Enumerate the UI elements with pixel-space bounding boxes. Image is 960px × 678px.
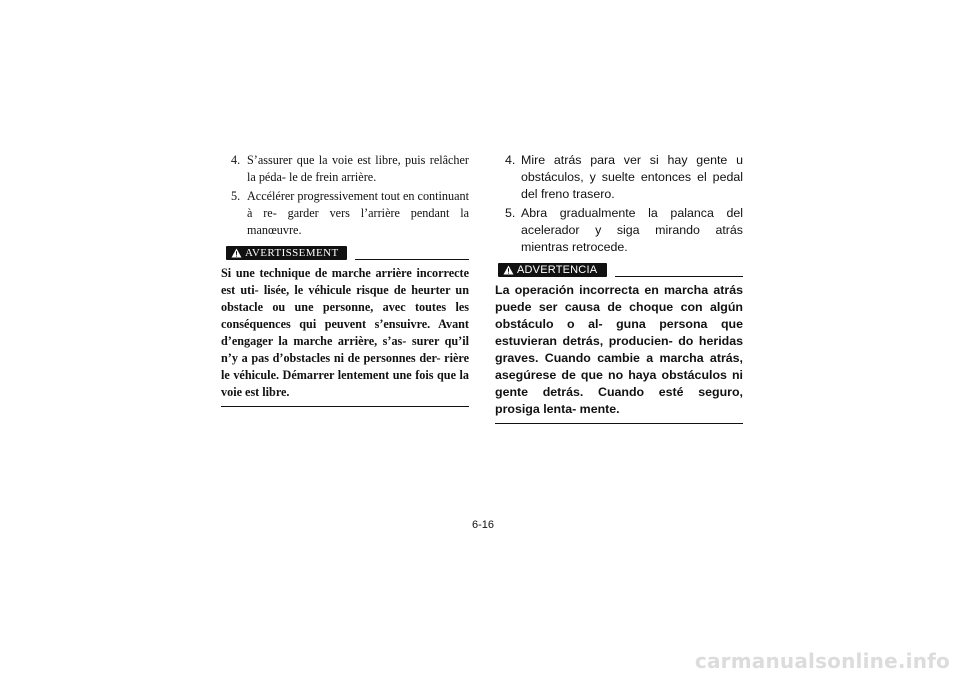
step-4-fr bbox=[221, 152, 469, 186]
warning-rule-top bbox=[355, 259, 469, 260]
step-number: 5. bbox=[505, 206, 516, 220]
step-text: Mire atrás para ver si hay gente u obstáculos, y suelte entonces el pedal del freno trasero. bbox=[521, 153, 743, 201]
step-number: 5. bbox=[231, 189, 241, 203]
step-number: 4. bbox=[231, 153, 241, 167]
page-number: 6-16 bbox=[471, 519, 495, 531]
warning-rule-bottom bbox=[495, 423, 743, 424]
french-column bbox=[221, 152, 469, 407]
spanish-column bbox=[495, 152, 743, 424]
warning-rule-bottom bbox=[221, 406, 469, 407]
warning-triangle-icon bbox=[231, 248, 242, 258]
step-text: Abra gradualmente la palanca del acelerador y siga mirando atrás mientras retrocede. bbox=[521, 206, 743, 254]
watermark: carmanualsonline.info bbox=[694, 649, 950, 673]
warning-badge-fr bbox=[226, 246, 347, 260]
warning-label: AVERTISSEMENT bbox=[245, 246, 339, 259]
warning-text-fr: Si une technique de marche arrière incorrecte est uti- lisée, le véhicule risque de heurter un obstacle ou une personne, avec toutes les conséquences qui peuvent s’ensuivre. Avant d’engager la marche arrière, s’as- surer qu’il n’y a pas d’obstacles ni de personnes der- rière le véhicule. Démarrer lentement une fois que la voie est libre. bbox=[221, 266, 469, 399]
warning-triangle-icon bbox=[503, 265, 514, 275]
warning-rule-top bbox=[615, 276, 743, 277]
step-text: Accélérer progressivement tout en continuant à re- garder vers l’arrière pendant la manœuvre. bbox=[247, 189, 469, 237]
step-number: 4. bbox=[505, 153, 516, 167]
step-5-es bbox=[495, 205, 743, 256]
warning-badge-es bbox=[498, 263, 607, 277]
step-4-es bbox=[495, 152, 743, 203]
warning-text-es: La operación incorrecta en marcha atrás puede ser causa de choque con algún obstáculo o al- guna persona que estuvieran detrás, producien- do heridas graves. Cuando cambie a marcha atrás, asegúrese de que no haya obstáculos ni gente detrás. Cuando esté seguro, prosiga lenta- mente. bbox=[495, 283, 743, 416]
warning-label: ADVERTENCIA bbox=[517, 263, 598, 276]
warning-header-es bbox=[495, 262, 743, 278]
step-5-fr bbox=[221, 188, 469, 239]
step-text: S’assurer que la voie est libre, puis relâcher la péda- le de frein arrière. bbox=[247, 153, 469, 184]
warning-header-fr bbox=[221, 245, 469, 261]
